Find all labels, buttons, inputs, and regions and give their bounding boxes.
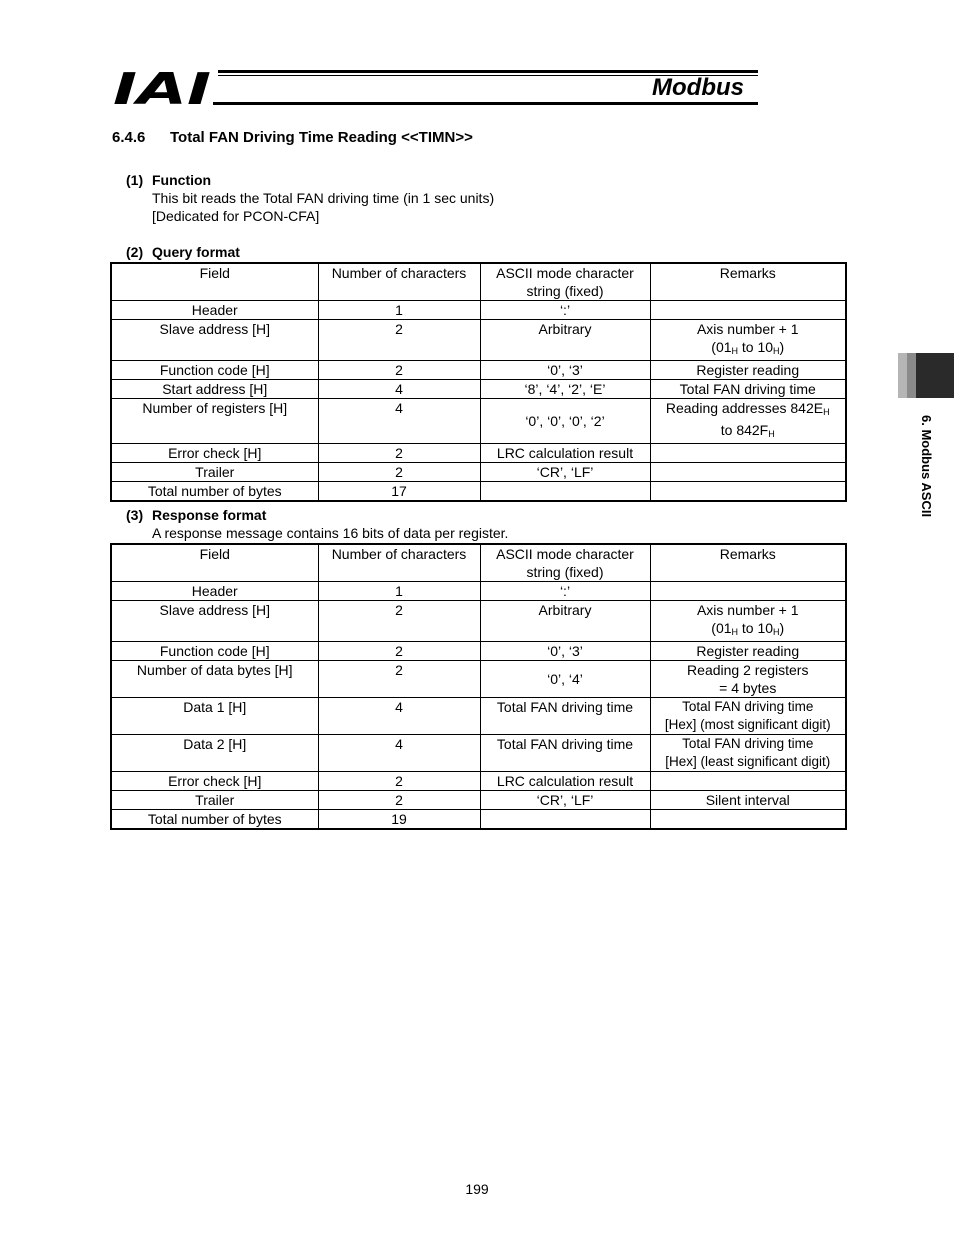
function-description: This bit reads the Total FAN driving time (in 1 sec units) [152, 190, 495, 206]
table-row [111, 399, 846, 444]
table-cell [650, 482, 846, 502]
header-rule [218, 70, 758, 73]
header-title: Modbus [652, 74, 744, 101]
table-cell: ‘0’, ‘0’, ‘0’, ‘2’ [480, 399, 650, 444]
table-cell: 2 [318, 772, 480, 791]
header-rule-bottom [213, 102, 758, 105]
table-row [111, 810, 846, 830]
table-cell: Data 2 [H] [111, 735, 318, 772]
table-row [111, 301, 846, 320]
table-cell: Total FAN driving time [480, 735, 650, 772]
table-cell: ‘CR’, ‘LF’ [480, 463, 650, 482]
table-cell: 2 [318, 661, 480, 698]
response-format-table [110, 543, 847, 830]
table-cell [650, 582, 846, 601]
table-cell: ‘CR’, ‘LF’ [480, 791, 650, 810]
chapter-tab-label: 6. Modbus ASCII [919, 415, 934, 518]
response-heading: (3) Response format [126, 507, 267, 523]
table-cell: ‘0’, ‘3’ [480, 361, 650, 380]
table-row [111, 791, 846, 810]
table-row [111, 661, 846, 698]
table-cell: 4 [318, 698, 480, 735]
table-cell: Total FAN driving time [650, 380, 846, 399]
table-row [111, 463, 846, 482]
table-cell: Total FAN driving time [Hex] (least significant digit) [650, 735, 846, 772]
column-header: ASCII mode character string (fixed) [480, 263, 650, 301]
table-cell [650, 772, 846, 791]
table-cell: 2 [318, 361, 480, 380]
table-cell: Start address [H] [111, 380, 318, 399]
table-cell [650, 444, 846, 463]
table-row [111, 320, 846, 361]
table-cell: Total number of bytes [111, 810, 318, 830]
table-cell: 17 [318, 482, 480, 502]
table-cell [650, 463, 846, 482]
table-cell: 2 [318, 463, 480, 482]
section-title [112, 129, 473, 146]
table-row [111, 482, 846, 502]
table-cell: LRC calculation result [480, 444, 650, 463]
table-cell: ‘0’, ‘4’ [480, 661, 650, 698]
table-cell: 2 [318, 601, 480, 642]
column-header: Field [111, 263, 318, 301]
table-cell: Error check [H] [111, 444, 318, 463]
table-row [111, 772, 846, 791]
table-cell: Slave address [H] [111, 601, 318, 642]
table-cell: Slave address [H] [111, 320, 318, 361]
table-cell: Total FAN driving time [Hex] (most significant digit) [650, 698, 846, 735]
table-row [111, 361, 846, 380]
table-cell: Arbitrary [480, 601, 650, 642]
table-cell: 2 [318, 444, 480, 463]
function-heading: (1) Function [126, 172, 212, 188]
table-cell: Trailer [111, 791, 318, 810]
table-cell: ‘8’, ‘4’, ‘2’, ‘E’ [480, 380, 650, 399]
table-cell: Register reading [650, 361, 846, 380]
table-cell: LRC calculation result [480, 772, 650, 791]
table-cell: Header [111, 582, 318, 601]
chapter-tab-marker [898, 353, 954, 398]
query-heading: (2) Query format [126, 244, 240, 260]
table-cell: Reading 2 registers = 4 bytes [650, 661, 846, 698]
table-cell: Header [111, 301, 318, 320]
table-cell: ‘:’ [480, 301, 650, 320]
table-cell: ‘0’, ‘3’ [480, 642, 650, 661]
table-header-row [111, 544, 846, 582]
logo-text: IAI [113, 67, 211, 107]
table-row [111, 380, 846, 399]
table-cell: Arbitrary [480, 320, 650, 361]
column-header: Remarks [650, 263, 846, 301]
table-row [111, 698, 846, 735]
table-cell: Function code [H] [111, 361, 318, 380]
column-header: Number of characters [318, 263, 480, 301]
table-cell: Number of registers [H] [111, 399, 318, 444]
table-cell: Silent interval [650, 791, 846, 810]
table-cell: 4 [318, 735, 480, 772]
table-cell: Number of data bytes [H] [111, 661, 318, 698]
table-cell: 19 [318, 810, 480, 830]
table-cell [480, 810, 650, 830]
column-header: Field [111, 544, 318, 582]
table-cell: Trailer [111, 463, 318, 482]
table-cell: Function code [H] [111, 642, 318, 661]
table-cell: Register reading [650, 642, 846, 661]
column-header: Number of characters [318, 544, 480, 582]
page-number: 199 [465, 1181, 489, 1197]
table-cell: Total number of bytes [111, 482, 318, 502]
function-note: [Dedicated for PCON-CFA] [152, 208, 320, 224]
column-header: Remarks [650, 544, 846, 582]
table-row [111, 735, 846, 772]
table-cell: Error check [H] [111, 772, 318, 791]
table-cell: Axis number + 1 ($01_H$ to $10_H$) [650, 320, 846, 361]
table-cell: 2 [318, 791, 480, 810]
table-row [111, 444, 846, 463]
table-row [111, 601, 846, 642]
table-cell [480, 482, 650, 502]
table-cell: 1 [318, 582, 480, 601]
table-cell: 2 [318, 642, 480, 661]
query-format-table [110, 262, 847, 502]
table-cell: 2 [318, 320, 480, 361]
table-cell: Data 1 [H] [111, 698, 318, 735]
column-header: ASCII mode character string (fixed) [480, 544, 650, 582]
table-cell: Axis number + 1 ($01_H$ to $10_H$) [650, 601, 846, 642]
table-cell: 4 [318, 399, 480, 444]
table-row [111, 582, 846, 601]
table-cell: ‘:’ [480, 582, 650, 601]
response-description: A response message contains 16 bits of data per register. [152, 525, 509, 541]
table-cell: Total FAN driving time [480, 698, 650, 735]
table-header-row [111, 263, 846, 301]
section-heading: Total FAN Driving Time Reading <<TIMN>> [170, 129, 473, 146]
table-cell: Reading addresses $842E_H$ to $842F_H$ [650, 399, 846, 444]
table-cell [650, 301, 846, 320]
table-cell: 4 [318, 380, 480, 399]
table-cell: 1 [318, 301, 480, 320]
table-row [111, 642, 846, 661]
iai-logo [113, 67, 213, 107]
table-cell [650, 810, 846, 830]
section-number: 6.4.6 [112, 129, 146, 146]
